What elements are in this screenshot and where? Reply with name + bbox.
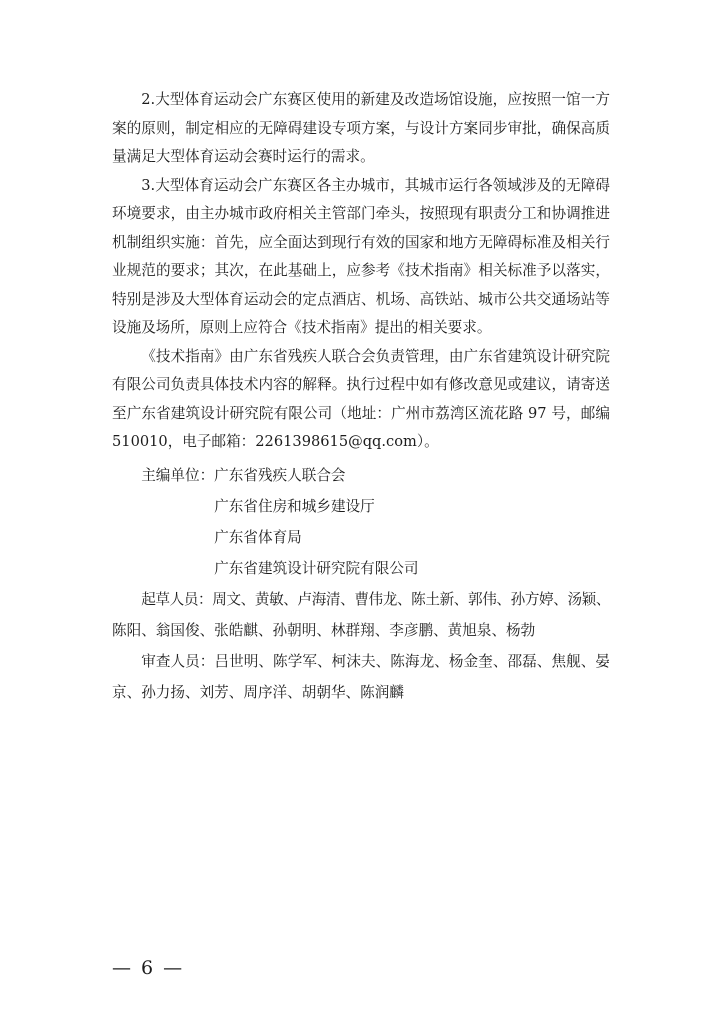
reviewers-list [112,646,610,708]
paragraph-item-2 [112,86,610,172]
editors-line [112,460,610,491]
text-line: 设施及场所，原则上应符合《技术指南》提出的相关要求。 [112,319,492,336]
text-line: 2.大型体育运动会广东赛区使用的新建及改造场馆设施，应按照一馆一方 [141,91,610,108]
text-line: 有限公司负责具体技术内容的解释。执行过程中如有修改意见或建议，请寄送 [112,376,610,393]
text-line: 环境要求，由主办城市政府相关主管部门牵头，按照现有职责分工和协调推进 [112,205,610,222]
text-line: 510010，电子邮箱：2261398615@qq.com）。 [112,433,439,450]
text-line: 《技术指南》由广东省残疾人联合会负责管理，由广东省建筑设计研究院 [141,347,610,365]
paragraph-management [112,343,610,457]
editors-label: 主编单位： [141,466,215,484]
text-line: 起草人员：周文、黄敏、卢海清、曹伟龙、陈土新、郭伟、孙方婷、汤颖、 [141,590,610,608]
paragraph-item-3 [112,172,610,343]
page-number: — 6 — [112,957,185,979]
editor-organization: 广东省建筑设计研究院有限公司 [214,559,419,577]
text-line: 业规范的要求；其次，在此基础上，应参考《技术指南》相关标准予以落实， [112,262,610,279]
text-line: 3.大型体育运动会广东赛区各主办城市，其城市运行各领域涉及的无障碍 [141,176,610,194]
text-line: 机制组织实施：首先，应全面达到现行有效的国家和地方无障碍标准及相关行 [112,233,610,251]
drafters-list [112,584,610,646]
editor-organization: 广东省残疾人联合会 [214,466,346,484]
text-line: 量满足大型体育运动会赛时运行的需求。 [112,148,375,165]
text-line: 京、孙力扬、刘芳、周序洋、胡朝华、陈润麟 [112,683,404,701]
editor-organization: 广东省住房和城乡建设厅 [214,497,375,515]
text-line: 陈阳、翁国俊、张皓麒、孙朝明、林群翔、李彦鹏、黄旭泉、杨勃 [112,621,536,639]
text-line: 特别是涉及大型体育运动会的定点酒店、机场、高铁站、城市公共交通场站等 [112,290,610,308]
document-body [112,86,610,457]
text-line: 至广东省建筑设计研究院有限公司（地址：广州市荔湾区流花路 97 号，邮编 [112,404,610,422]
editors-list [112,460,610,584]
credits-section [112,460,610,708]
editor-organization: 广东省体育局 [214,528,302,546]
text-line: 审查人员：吕世明、陈学军、柯沫夫、陈海龙、杨金奎、邵磊、焦舰、晏 [141,652,610,670]
text-line: 案的原则，制定相应的无障碍建设专项方案，与设计方案同步审批，确保高质 [112,119,610,137]
